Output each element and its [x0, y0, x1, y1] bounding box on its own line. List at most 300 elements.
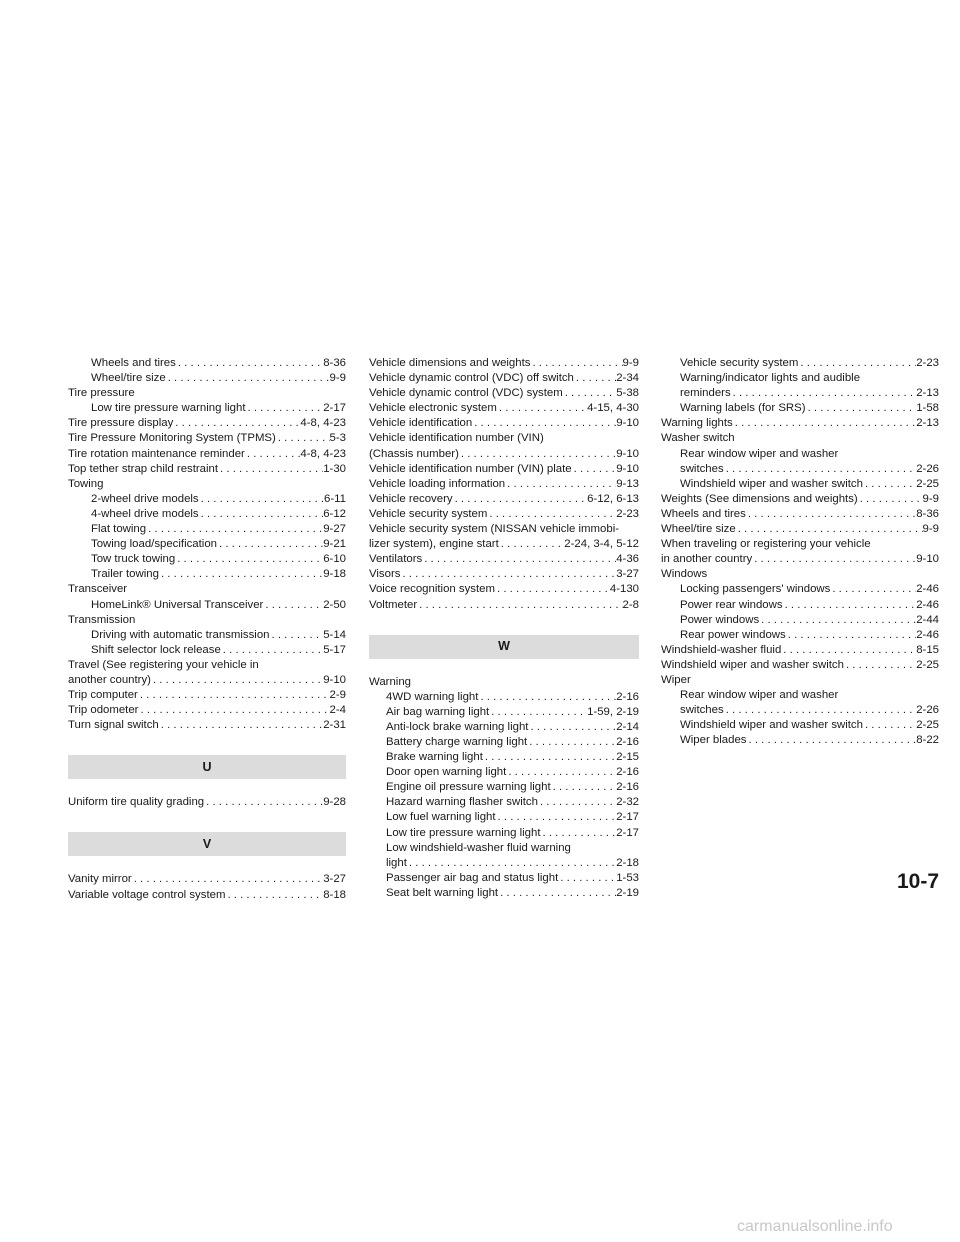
- entry-term: Engine oil pressure warning light: [386, 781, 551, 794]
- entry-term: Power windows: [680, 613, 760, 626]
- entry-page-ref: 2-4: [329, 704, 346, 717]
- entry-term: light: [386, 856, 407, 869]
- index-entry: [68, 872, 346, 887]
- index-entry: [661, 628, 939, 643]
- entry-page-ref: 2-16: [616, 766, 639, 779]
- dot-leader: [505, 477, 616, 492]
- entry-term: lizer system), engine start: [369, 538, 499, 551]
- index-entry: [369, 871, 639, 886]
- entry-page-ref: 9-9: [922, 523, 939, 536]
- entry-page-ref: 5-17: [323, 643, 346, 656]
- entry-term: Vehicle recovery: [369, 492, 453, 505]
- entry-page-ref: 2-34: [616, 372, 639, 385]
- entry-term: in another country: [661, 553, 753, 566]
- index-entry: [369, 810, 639, 825]
- entry-term: Trip computer: [68, 689, 138, 702]
- index-entry: [369, 856, 639, 871]
- entry-term: Rear window wiper and washer: [680, 447, 839, 460]
- entry-term: Vehicle security system (NISSAN vehicle immobi-: [369, 523, 620, 536]
- entry-page-ref: 2-23: [916, 357, 939, 369]
- dot-leader: [218, 462, 323, 477]
- entry-term: Variable voltage control system: [68, 888, 226, 901]
- entry-page-ref: 9-21: [323, 538, 346, 551]
- entry-page-ref: 2-17: [616, 826, 639, 839]
- entry-term: Trailer towing: [91, 568, 159, 581]
- entry-page-ref: 2-50: [323, 598, 346, 611]
- entry-term: Wheels and tires: [91, 357, 176, 369]
- entry-page-ref: 2-16: [616, 735, 639, 748]
- entry-page-ref: 9-9: [622, 357, 639, 369]
- dot-leader: [166, 371, 330, 386]
- entry-page-ref: 2-13: [916, 387, 939, 400]
- entry-page-ref: 3-27: [616, 568, 639, 581]
- dot-leader: [746, 507, 916, 522]
- entry-page-ref: 4-15, 4-30: [587, 402, 639, 415]
- entry-page-ref: 9-9: [922, 492, 939, 505]
- index-entry: [68, 507, 346, 522]
- dot-leader: [151, 673, 323, 688]
- entry-page-ref: 6-10: [323, 553, 346, 566]
- dot-leader: [204, 795, 323, 810]
- index-entry: [661, 401, 939, 416]
- dot-leader: [731, 386, 917, 401]
- page-number: 10-7: [897, 870, 940, 893]
- dot-leader: [453, 492, 587, 507]
- section-heading: W: [369, 635, 639, 659]
- entry-term: Travel (See registering your vehicle in: [68, 658, 259, 671]
- entry-page-ref: 2-25: [916, 477, 939, 490]
- entry-term: Vehicle electronic system: [369, 402, 497, 415]
- entry-page-ref: 9-10: [616, 447, 639, 460]
- index-column-1: [68, 356, 346, 903]
- entry-term: Flat towing: [91, 523, 147, 536]
- dot-leader: [487, 507, 616, 522]
- dot-leader: [407, 856, 616, 871]
- index-entry: [661, 673, 939, 688]
- entry-term: Towing load/specification: [91, 538, 218, 551]
- entry-page-ref: 2-31: [323, 719, 346, 732]
- entry-term: Anti-lock brake warning light: [386, 720, 529, 733]
- entry-page-ref: 2-9: [329, 689, 346, 702]
- entry-page-ref: 8-18: [323, 888, 346, 901]
- entry-term: Vehicle identification: [369, 417, 473, 430]
- entry-term: Wheel/tire size: [661, 523, 736, 536]
- entry-term: Hazard warning flasher switch: [386, 796, 538, 809]
- index-entry: [661, 658, 939, 673]
- entry-page-ref: 9-18: [323, 568, 346, 581]
- dot-leader: [132, 872, 323, 887]
- entry-page-ref: 8-36: [323, 357, 346, 369]
- index-entry: [369, 537, 639, 552]
- entry-term: Trip odometer: [68, 704, 139, 717]
- entry-page-ref: 2-17: [323, 402, 346, 415]
- index-entry: [68, 401, 346, 416]
- entry-term: Battery charge warning light: [386, 735, 528, 748]
- entry-term: Driving with automatic transmission: [91, 628, 270, 641]
- entry-term: Top tether strap child restraint: [68, 462, 219, 475]
- dot-leader: [138, 688, 330, 703]
- entry-page-ref: 9-10: [916, 553, 939, 566]
- entry-term: Tire pressure display: [68, 417, 174, 430]
- dot-leader: [422, 552, 616, 567]
- dot-leader: [783, 598, 917, 613]
- entry-term: Transmission: [68, 613, 136, 626]
- entry-page-ref: 8-15: [916, 643, 939, 656]
- dot-leader: [527, 735, 616, 750]
- dot-leader: [752, 552, 916, 567]
- entry-term: Rear power windows: [680, 628, 786, 641]
- index-entry: [68, 673, 346, 688]
- entry-page-ref: 2-26: [916, 704, 939, 717]
- index-entry: [661, 477, 939, 492]
- section-heading: V: [68, 832, 346, 856]
- index-entry: [369, 356, 639, 371]
- dot-leader: [736, 522, 923, 537]
- entry-term: 4WD warning light: [386, 690, 479, 703]
- entry-page-ref: 4-36: [616, 553, 639, 566]
- dot-leader: [472, 416, 616, 431]
- dot-leader: [538, 795, 616, 810]
- entry-term: Windshield wiper and washer switch: [680, 719, 863, 732]
- dot-leader: [270, 628, 324, 643]
- entry-term: Warning lights: [661, 417, 733, 430]
- entry-page-ref: 1-53: [616, 871, 639, 884]
- dot-leader: [858, 492, 923, 507]
- dot-leader: [558, 871, 616, 886]
- index-entry: [661, 356, 939, 371]
- index-entry: [661, 507, 939, 522]
- entry-page-ref: 2-44: [916, 613, 939, 626]
- entry-term: Turn signal switch: [68, 719, 159, 732]
- index-entry: [68, 371, 346, 386]
- entry-term: Warning: [369, 675, 411, 688]
- entry-term: Ventilators: [369, 553, 423, 566]
- index-entry: [661, 447, 939, 462]
- index-entry: [68, 447, 346, 462]
- entry-page-ref: 2-8: [622, 598, 639, 611]
- dot-leader: [724, 462, 917, 477]
- index-entry: [661, 613, 939, 628]
- dot-leader: [459, 447, 616, 462]
- entry-page-ref: 6-11: [324, 492, 346, 505]
- dot-leader: [863, 718, 916, 733]
- entry-term: reminders: [680, 387, 731, 400]
- dot-leader: [245, 447, 301, 462]
- index-entry: [68, 658, 346, 673]
- entry-page-ref: 9-10: [616, 462, 639, 475]
- entry-term: Vanity mirror: [68, 873, 132, 886]
- index-entry: [68, 477, 346, 492]
- entry-term: Vehicle security system: [680, 357, 799, 369]
- dot-leader: [863, 477, 916, 492]
- entry-term: Weights (See dimensions and weights): [661, 492, 858, 505]
- entry-term: Warning/indicator lights and audible: [680, 372, 861, 385]
- dot-leader: [176, 356, 323, 371]
- entry-term: Vehicle loading information: [369, 477, 506, 490]
- entry-term: Vehicle security system: [369, 507, 488, 520]
- index-entry: [68, 552, 346, 567]
- entry-term: Windshield wiper and washer switch: [680, 477, 863, 490]
- index-entry: [369, 765, 639, 780]
- index-entry: [68, 888, 346, 903]
- index-entry: [369, 750, 639, 765]
- entry-term: switches: [680, 704, 724, 717]
- index-entry: [661, 431, 939, 446]
- entry-term: Power rear windows: [680, 598, 783, 611]
- dot-leader: [478, 690, 616, 705]
- entry-term: Wheels and tires: [661, 507, 746, 520]
- entry-term: Locking passengers' windows: [680, 583, 831, 596]
- index-entry: [369, 507, 639, 522]
- entry-page-ref: 2-25: [916, 658, 939, 671]
- dot-leader: [159, 718, 323, 733]
- entry-page-ref: 2-19: [616, 886, 639, 899]
- entry-term: Vehicle identification number (VIN): [369, 432, 544, 445]
- index-entry: [369, 371, 639, 386]
- index-entry: [68, 431, 346, 446]
- entry-page-ref: 4-8, 4-23: [300, 447, 346, 460]
- entry-page-ref: 9-10: [616, 417, 639, 430]
- entry-term: Warning labels (for SRS): [680, 402, 806, 415]
- entry-term: Wheel/tire size: [91, 372, 166, 385]
- entry-term: Seat belt warning light: [386, 886, 499, 899]
- index-entry: [661, 522, 939, 537]
- dot-leader: [489, 705, 587, 720]
- index-entry: [369, 567, 639, 582]
- dot-leader: [798, 356, 916, 371]
- dot-leader: [175, 552, 323, 567]
- index-entry: [68, 628, 346, 643]
- index-entry: [68, 462, 346, 477]
- entry-term: Windshield wiper and washer switch: [661, 658, 844, 671]
- entry-term: Windshield-washer fluid: [661, 643, 782, 656]
- dot-leader: [199, 507, 324, 522]
- entry-page-ref: 2-13: [916, 417, 939, 430]
- entry-page-ref: 1-59, 2-19: [587, 705, 639, 718]
- entry-term: another country): [68, 673, 151, 686]
- entry-term: Wiper: [661, 673, 691, 686]
- index-entry: [68, 567, 346, 582]
- dot-leader: [498, 886, 616, 901]
- index-entry: [369, 492, 639, 507]
- dot-leader: [759, 613, 916, 628]
- index-entry: [68, 537, 346, 552]
- entry-page-ref: 9-10: [323, 673, 346, 686]
- entry-term: Brake warning light: [386, 751, 483, 764]
- index-column-3: [661, 356, 939, 748]
- entry-page-ref: 1-30: [323, 462, 346, 475]
- index-entry: [369, 886, 639, 901]
- entry-page-ref: 5-14: [323, 628, 346, 641]
- entry-term: Vehicle dynamic control (VDC) off switch: [369, 372, 574, 385]
- dot-leader: [217, 537, 323, 552]
- entry-term: 2-wheel drive models: [91, 492, 199, 505]
- dot-leader: [530, 356, 622, 371]
- entry-term: Vehicle dynamic control (VDC) system: [369, 387, 563, 400]
- dot-leader: [483, 750, 616, 765]
- entry-term: When traveling or registering your vehicle: [661, 538, 871, 551]
- dot-leader: [844, 658, 916, 673]
- index-entry: [68, 492, 346, 507]
- dot-leader: [724, 703, 917, 718]
- entry-page-ref: 9-28: [323, 796, 346, 809]
- entry-page-ref: 9-9: [329, 372, 346, 385]
- entry-term: Rear window wiper and washer: [680, 689, 839, 702]
- entry-page-ref: 1-58: [916, 402, 939, 415]
- dot-leader: [806, 401, 917, 416]
- index-entry: [661, 733, 939, 748]
- entry-page-ref: 5-38: [616, 387, 639, 400]
- entry-term: Low fuel warning light: [386, 811, 496, 824]
- entry-page-ref: 2-16: [616, 690, 639, 703]
- index-entry: [369, 582, 639, 597]
- dot-leader: [173, 416, 300, 431]
- entry-term: Low tire pressure warning light: [386, 826, 541, 839]
- entry-term: Uniform tire quality grading: [68, 796, 205, 809]
- dot-leader: [786, 628, 916, 643]
- entry-term: Tire Pressure Monitoring System (TPMS): [68, 432, 276, 445]
- entry-page-ref: 6-12: [323, 507, 346, 520]
- entry-term: Air bag warning light: [386, 705, 490, 718]
- index-entry: [369, 690, 639, 705]
- index-entry: [369, 416, 639, 431]
- dot-leader: [417, 598, 622, 613]
- dot-leader: [746, 733, 916, 748]
- index-entry: [369, 675, 639, 690]
- entry-page-ref: 2-15: [616, 751, 639, 764]
- entry-page-ref: 8-36: [916, 507, 939, 520]
- dot-leader: [499, 537, 565, 552]
- dot-leader: [146, 522, 323, 537]
- dot-leader: [496, 810, 617, 825]
- entry-term: Tire rotation maintenance reminder: [68, 447, 245, 460]
- entry-page-ref: 2-24, 3-4, 5-12: [564, 538, 639, 551]
- entry-page-ref: 6-12, 6-13: [587, 492, 639, 505]
- entry-page-ref: 2-46: [916, 583, 939, 596]
- index-entry: [68, 613, 346, 628]
- entry-term: HomeLink® Universal Transceiver: [91, 598, 264, 611]
- index-entry: [68, 356, 346, 371]
- entry-page-ref: 4-130: [609, 583, 639, 596]
- entry-term: Wiper blades: [680, 734, 747, 747]
- index-entry: [369, 522, 639, 537]
- index-entry: [369, 735, 639, 750]
- entry-page-ref: 2-32: [616, 796, 639, 809]
- entry-page-ref: 9-13: [616, 477, 639, 490]
- index-entry: [369, 431, 639, 446]
- entry-page-ref: 2-18: [616, 856, 639, 869]
- index-entry: [369, 826, 639, 841]
- entry-term: Visors: [369, 568, 401, 581]
- entry-page-ref: 3-27: [323, 873, 346, 886]
- index-entry: [661, 537, 939, 552]
- index-column-2: [369, 356, 639, 901]
- entry-term: Voice recognition system: [369, 583, 495, 596]
- entry-term: Shift selector lock release: [91, 643, 221, 656]
- entry-page-ref: 2-14: [616, 720, 639, 733]
- dot-leader: [263, 598, 323, 613]
- entry-term: Door open warning light: [386, 766, 507, 779]
- dot-leader: [199, 492, 324, 507]
- entry-page-ref: 2-17: [616, 811, 639, 824]
- index-entry: [369, 841, 639, 856]
- index-entry: [661, 703, 939, 718]
- dot-leader: [138, 703, 329, 718]
- index-entry: [369, 795, 639, 810]
- entry-page-ref: 2-46: [916, 628, 939, 641]
- dot-leader: [551, 780, 617, 795]
- dot-leader: [400, 567, 616, 582]
- index-entry: [68, 718, 346, 733]
- entry-term: Washer switch: [661, 432, 735, 445]
- dot-leader: [497, 401, 587, 416]
- dot-leader: [574, 371, 616, 386]
- dot-leader: [540, 826, 616, 841]
- entry-term: Vehicle dimensions and weights: [369, 357, 531, 369]
- index-entry: [369, 705, 639, 720]
- index-entry: [369, 462, 639, 477]
- dot-leader: [159, 567, 323, 582]
- index-entry: [369, 598, 639, 613]
- dot-leader: [563, 386, 616, 401]
- dot-leader: [506, 765, 616, 780]
- watermark: carmanualsonline.info: [737, 1218, 893, 1235]
- entry-page-ref: 2-26: [916, 462, 939, 475]
- index-entry: [661, 416, 939, 431]
- entry-term: Low tire pressure warning light: [91, 402, 246, 415]
- index-entry: [661, 386, 939, 401]
- index-entry: [661, 643, 939, 658]
- entry-page-ref: 2-16: [616, 781, 639, 794]
- index-entry: [369, 780, 639, 795]
- index-entry: [369, 386, 639, 401]
- entry-page-ref: 4-8, 4-23: [300, 417, 346, 430]
- dot-leader: [830, 582, 916, 597]
- dot-leader: [781, 643, 916, 658]
- index-entry: [68, 416, 346, 431]
- index-entry: [661, 582, 939, 597]
- dot-leader: [572, 462, 617, 477]
- index-entry: [68, 795, 346, 810]
- section-heading: U: [68, 755, 346, 779]
- index-entry: [68, 643, 346, 658]
- entry-term: switches: [680, 462, 724, 475]
- entry-page-ref: 9-27: [323, 523, 346, 536]
- entry-page-ref: 2-23: [616, 507, 639, 520]
- index-entry: [369, 477, 639, 492]
- index-entry: [661, 371, 939, 386]
- index-entry: [68, 688, 346, 703]
- entry-term: Towing: [68, 477, 104, 490]
- index-entry: [661, 567, 939, 582]
- index-entry: [369, 720, 639, 735]
- entry-term: (Chassis number): [369, 447, 459, 460]
- dot-leader: [245, 401, 323, 416]
- entry-term: Tow truck towing: [91, 553, 176, 566]
- entry-term: Transceiver: [68, 583, 128, 596]
- index-entry: [661, 552, 939, 567]
- index-entry: [661, 462, 939, 477]
- entry-term: Windows: [661, 568, 708, 581]
- dot-leader: [276, 431, 330, 446]
- index-entry: [68, 386, 346, 401]
- dot-leader: [733, 416, 916, 431]
- entry-page-ref: 2-25: [916, 719, 939, 732]
- index-entry: [661, 688, 939, 703]
- index-entry: [369, 401, 639, 416]
- entry-term: Voltmeter: [369, 598, 418, 611]
- dot-leader: [495, 582, 610, 597]
